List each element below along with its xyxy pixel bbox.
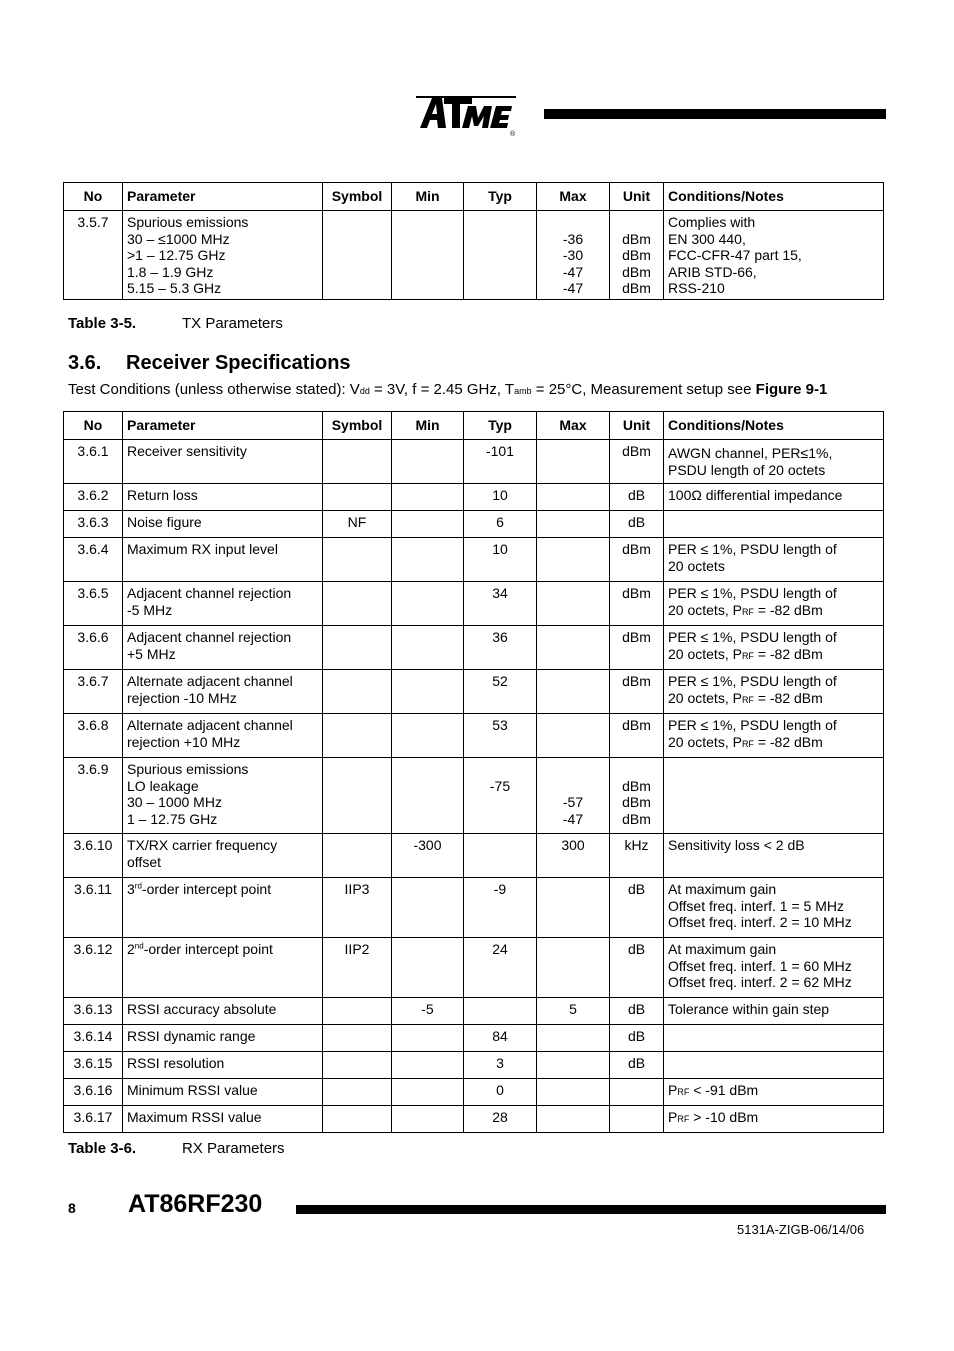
- cell-parameter: Return loss: [123, 484, 323, 511]
- cell-unit: dBm: [610, 582, 664, 626]
- caption-label: Table 3-5.: [68, 315, 137, 332]
- page-number: 8: [68, 1200, 76, 1216]
- line: Offset freq. interf. 2 = 62 MHz: [668, 974, 852, 990]
- cell-unit: dB: [610, 1052, 664, 1079]
- document-reference: 5131A-ZIGB-06/14/06: [737, 1222, 865, 1237]
- cell-symbol: [323, 758, 392, 834]
- line: ARIB STD-66,: [668, 263, 757, 280]
- cell-symbol: [323, 670, 392, 714]
- table-row: [64, 1025, 884, 1052]
- cell-parameter: [123, 938, 323, 998]
- subscript: RF: [677, 1114, 690, 1124]
- line: -30: [562, 247, 584, 263]
- text: Test Conditions (unless otherwise stated): V: [68, 381, 360, 398]
- line: 1 – 12.75 GHz: [127, 810, 218, 827]
- cell-min: [392, 1079, 464, 1106]
- table-row: [64, 758, 884, 834]
- table-row: [64, 626, 884, 670]
- cell-conditions: [664, 211, 884, 300]
- cell-typ: 34: [464, 582, 537, 626]
- section-heading: [68, 352, 351, 375]
- line: >1 – 12.75 GHz: [127, 247, 226, 263]
- cell-conditions: Tolerance within gain step: [664, 998, 884, 1025]
- cell-parameter: RSSI resolution: [123, 1052, 323, 1079]
- cell-conditions: [664, 1079, 884, 1106]
- line: Spurious emissions: [127, 214, 249, 230]
- cell-unit: kHz: [610, 834, 664, 878]
- line: PSDU length of 20 octets: [668, 461, 826, 478]
- cell-unit: dB: [610, 938, 664, 998]
- cell-symbol: [323, 211, 392, 300]
- cell-typ: [464, 834, 537, 878]
- subscript: RF: [741, 694, 754, 705]
- cell-typ: [464, 211, 537, 300]
- cell-unit: [610, 1079, 664, 1106]
- cell-symbol: [323, 1052, 392, 1079]
- cell-conditions: [664, 1052, 884, 1079]
- cell-typ: 53: [464, 714, 537, 758]
- cell-min: -5: [392, 998, 464, 1025]
- col-header: Parameter: [123, 183, 323, 211]
- line: rejection +10 MHz: [127, 733, 241, 750]
- cell-min: [392, 582, 464, 626]
- table-row: [64, 1052, 884, 1079]
- line: dBm: [622, 263, 651, 280]
- table-row: [64, 938, 884, 998]
- line: Adjacent channel rejection: [127, 585, 292, 601]
- cell-typ: 0: [464, 1079, 537, 1106]
- table-header-row: [64, 183, 884, 211]
- cell-typ: 84: [464, 1025, 537, 1052]
- cell-symbol: [323, 998, 392, 1025]
- cell-conditions: [664, 626, 884, 670]
- cell-unit: [610, 758, 664, 834]
- caption-label: Table 3-6.: [68, 1140, 137, 1157]
- subscript: amb: [514, 386, 532, 396]
- col-header: No: [64, 412, 123, 440]
- cell-conditions: [664, 1106, 884, 1133]
- cell-max: [537, 878, 610, 938]
- cell-conditions: [664, 1025, 884, 1052]
- text: = -82 dBm: [753, 601, 823, 618]
- line: AWGN channel, PER≤1%,: [668, 445, 833, 461]
- line: PER ≤ 1%, PSDU length of: [668, 717, 837, 733]
- text: -order intercept point: [141, 881, 272, 897]
- cell-parameter: Noise figure: [123, 511, 323, 538]
- table-row: [64, 538, 884, 582]
- cell-no: 3.6.9: [64, 758, 123, 834]
- col-header: Unit: [610, 412, 664, 440]
- col-header: Max: [537, 412, 610, 440]
- cell-no: 3.6.1: [64, 440, 123, 484]
- cell-symbol: IIP2: [323, 938, 392, 998]
- cell-conditions: [664, 938, 884, 998]
- cell-conditions: [664, 758, 884, 834]
- cell-no: 3.6.4: [64, 538, 123, 582]
- cell-conditions: [664, 670, 884, 714]
- line: dBm: [622, 810, 651, 827]
- line: [668, 690, 879, 709]
- cell-no: 3.6.8: [64, 714, 123, 758]
- cell-parameter: Maximum RSSI value: [123, 1106, 323, 1133]
- cell-max: [537, 511, 610, 538]
- col-header: Typ: [464, 183, 537, 211]
- cell-unit: dBm: [610, 714, 664, 758]
- cell-parameter: [123, 582, 323, 626]
- cell-max: [537, 626, 610, 670]
- cell-typ: 3: [464, 1052, 537, 1079]
- cell-conditions: [664, 714, 884, 758]
- registered-mark: ®: [510, 131, 516, 138]
- cell-min: [392, 1052, 464, 1079]
- cell-max: [537, 484, 610, 511]
- cell-typ: 10: [464, 538, 537, 582]
- col-header: Symbol: [323, 183, 392, 211]
- line: [668, 602, 879, 621]
- line: FCC-CFR-47 part 15,: [668, 247, 802, 263]
- text: = -82 dBm: [753, 645, 823, 662]
- cell-no: 3.6.7: [64, 670, 123, 714]
- line: dBm: [622, 280, 651, 296]
- cell-symbol: [323, 626, 392, 670]
- cell-conditions: [664, 878, 884, 938]
- line: At maximum gain: [668, 941, 777, 957]
- col-header: Conditions/Notes: [664, 183, 884, 211]
- cell-no: 3.6.10: [64, 834, 123, 878]
- cell-min: [392, 938, 464, 998]
- cell-min: [392, 878, 464, 938]
- table-row: [64, 582, 884, 626]
- cell-max: [537, 758, 610, 834]
- text: = 3V, f = 2.45 GHz, T: [369, 381, 515, 398]
- line: [668, 734, 879, 753]
- cell-parameter: Receiver sensitivity: [123, 440, 323, 484]
- header-rule: [544, 109, 886, 119]
- cell-min: [392, 440, 464, 484]
- table-caption-tx: [68, 315, 283, 332]
- line: 20 octets: [668, 557, 725, 574]
- line: PER ≤ 1%, PSDU length of: [668, 673, 837, 689]
- cell-no: 3.6.11: [64, 878, 123, 938]
- cell-conditions: [664, 440, 884, 484]
- line: dBm: [622, 230, 651, 247]
- cell-min: [392, 1106, 464, 1133]
- cell-no: 3.5.7: [64, 211, 123, 300]
- text: > -10 dBm: [689, 1109, 759, 1125]
- cell-typ: 6: [464, 511, 537, 538]
- line: TX/RX carrier frequency: [127, 837, 278, 853]
- cell-max: 5: [537, 998, 610, 1025]
- line: 30 – ≤1000 MHz: [127, 230, 230, 247]
- line: 5.15 – 5.3 GHz: [127, 280, 222, 296]
- line: -47: [562, 810, 584, 827]
- line: PER ≤ 1%, PSDU length of: [668, 541, 837, 557]
- col-header: Symbol: [323, 412, 392, 440]
- line: RSS-210: [668, 280, 725, 296]
- cell-unit: dB: [610, 878, 664, 938]
- cell-min: [392, 538, 464, 582]
- cell-parameter: [123, 211, 323, 300]
- cell-conditions: Sensitivity loss < 2 dB: [664, 834, 884, 878]
- tx-parameters-table: [63, 182, 884, 300]
- col-header: Unit: [610, 183, 664, 211]
- cell-parameter: [123, 878, 323, 938]
- line: Offset freq. interf. 1 = 60 MHz: [668, 957, 852, 974]
- cell-min: -300: [392, 834, 464, 878]
- line: LO leakage: [127, 777, 199, 794]
- figure-reference[interactable]: Figure 9-1: [755, 381, 828, 398]
- document-title: AT86RF230: [128, 1190, 263, 1218]
- line: -47: [562, 263, 584, 280]
- section-number: 3.6.: [68, 352, 102, 374]
- table-row: [64, 670, 884, 714]
- cell-min: [392, 484, 464, 511]
- cell-parameter: RSSI accuracy absolute: [123, 998, 323, 1025]
- cell-min: [392, 511, 464, 538]
- line: Offset freq. interf. 1 = 5 MHz: [668, 897, 844, 914]
- cell-min: [392, 758, 464, 834]
- line: PER ≤ 1%, PSDU length of: [668, 629, 837, 645]
- cell-min: [392, 211, 464, 300]
- line: +5 MHz: [127, 645, 176, 662]
- line: dBm: [622, 247, 651, 263]
- table-row: [64, 511, 884, 538]
- cell-symbol: [323, 440, 392, 484]
- subscript: RF: [741, 738, 754, 749]
- line: Spurious emissions: [127, 761, 249, 777]
- cell-no: 3.6.12: [64, 938, 123, 998]
- cell-symbol: [323, 1025, 392, 1052]
- cell-parameter: [123, 626, 323, 670]
- cell-min: [392, 670, 464, 714]
- cell-no: 3.6.13: [64, 998, 123, 1025]
- cell-no: 3.6.17: [64, 1106, 123, 1133]
- line: -36: [562, 230, 584, 247]
- cell-unit: [610, 1106, 664, 1133]
- text: 20 octets, P: [668, 601, 742, 618]
- cell-no: 3.6.3: [64, 511, 123, 538]
- cell-max: [537, 538, 610, 582]
- footer-rule: [296, 1205, 886, 1214]
- cell-max: [537, 211, 610, 300]
- text: P: [668, 1109, 678, 1125]
- table-row: [64, 1106, 884, 1133]
- table-row: [64, 998, 884, 1025]
- cell-symbol: [323, 484, 392, 511]
- cell-no: 3.6.2: [64, 484, 123, 511]
- text: P: [668, 1082, 678, 1098]
- text: < -91 dBm: [689, 1082, 759, 1098]
- cell-no: 3.6.6: [64, 626, 123, 670]
- cell-unit: dBm: [610, 670, 664, 714]
- line: -5 MHz: [127, 601, 173, 618]
- text: 3: [127, 881, 135, 897]
- cell-max: [537, 1052, 610, 1079]
- line: At maximum gain: [668, 881, 777, 897]
- line: offset: [127, 853, 161, 870]
- rx-parameters-table: [63, 411, 884, 1133]
- table-row: [64, 878, 884, 938]
- text: = -82 dBm: [753, 689, 823, 706]
- cell-parameter: [123, 758, 323, 834]
- cell-typ: 36: [464, 626, 537, 670]
- cell-parameter: RSSI dynamic range: [123, 1025, 323, 1052]
- cell-max: [537, 440, 610, 484]
- subscript: RF: [741, 606, 754, 617]
- line: dBm: [622, 777, 651, 794]
- cell-typ: -101: [464, 440, 537, 484]
- cell-unit: dB: [610, 511, 664, 538]
- cell-unit: dBm: [610, 440, 664, 484]
- line: Alternate adjacent channel: [127, 673, 293, 689]
- cell-unit: dB: [610, 484, 664, 511]
- table-row: [64, 440, 884, 484]
- superscript: rd: [134, 881, 142, 891]
- cell-typ: [464, 998, 537, 1025]
- cell-max: [537, 1079, 610, 1106]
- text: 20 octets, P: [668, 689, 742, 706]
- superscript: nd: [134, 941, 144, 951]
- line: Offset freq. interf. 2 = 10 MHz: [668, 914, 852, 930]
- cell-min: [392, 714, 464, 758]
- cell-typ: -9: [464, 878, 537, 938]
- cell-max: 300: [537, 834, 610, 878]
- line: Adjacent channel rejection: [127, 629, 292, 645]
- cell-symbol: [323, 1079, 392, 1106]
- cell-typ: 10: [464, 484, 537, 511]
- cell-unit: dB: [610, 998, 664, 1025]
- col-header: Conditions/Notes: [664, 412, 884, 440]
- text: = 25°C, Measurement setup see: [531, 381, 756, 398]
- cell-unit: dB: [610, 1025, 664, 1052]
- table-caption-rx: [68, 1140, 285, 1157]
- cell-symbol: [323, 1106, 392, 1133]
- cell-max: [537, 714, 610, 758]
- line: -75: [489, 777, 511, 794]
- cell-no: 3.6.15: [64, 1052, 123, 1079]
- cell-symbol: NF: [323, 511, 392, 538]
- col-header: Min: [392, 412, 464, 440]
- cell-conditions: [664, 511, 884, 538]
- cell-no: 3.6.5: [64, 582, 123, 626]
- cell-unit: dBm: [610, 538, 664, 582]
- text: -order intercept point: [143, 941, 273, 957]
- subscript: RF: [741, 650, 754, 661]
- cell-symbol: [323, 582, 392, 626]
- table-row: [64, 484, 884, 511]
- cell-typ: 24: [464, 938, 537, 998]
- cell-conditions: [664, 582, 884, 626]
- line: rejection -10 MHz: [127, 689, 237, 706]
- section-title: Receiver Specifications: [126, 352, 351, 374]
- cell-min: [392, 1025, 464, 1052]
- test-conditions: [68, 381, 827, 398]
- subscript: RF: [677, 1087, 690, 1097]
- line: dBm: [622, 794, 651, 810]
- text: 20 octets, P: [668, 733, 742, 750]
- cell-unit: dBm: [610, 626, 664, 670]
- cell-no: 3.6.16: [64, 1079, 123, 1106]
- subscript: dd: [359, 386, 370, 396]
- text: 2: [127, 941, 135, 957]
- caption-text: TX Parameters: [182, 315, 283, 332]
- table-header-row: [64, 412, 884, 440]
- cell-typ: 28: [464, 1106, 537, 1133]
- cell-max: [537, 582, 610, 626]
- cell-symbol: [323, 834, 392, 878]
- cell-max: [537, 1025, 610, 1052]
- atmel-logo: [416, 88, 520, 140]
- table-row: [64, 714, 884, 758]
- table-row: [64, 211, 884, 300]
- line: 1.8 – 1.9 GHz: [127, 263, 214, 280]
- line: [668, 646, 879, 665]
- cell-conditions: [664, 538, 884, 582]
- line: 30 – 1000 MHz: [127, 794, 222, 810]
- line: PER ≤ 1%, PSDU length of: [668, 585, 837, 601]
- cell-no: 3.6.14: [64, 1025, 123, 1052]
- cell-parameter: [123, 670, 323, 714]
- line: -47: [562, 280, 584, 296]
- cell-parameter: Maximum RX input level: [123, 538, 323, 582]
- cell-parameter: Minimum RSSI value: [123, 1079, 323, 1106]
- caption-text: RX Parameters: [182, 1140, 285, 1157]
- table-row: [64, 1079, 884, 1106]
- col-header: Parameter: [123, 412, 323, 440]
- cell-typ: 52: [464, 670, 537, 714]
- cell-symbol: [323, 538, 392, 582]
- cell-unit: [610, 211, 664, 300]
- line: -57: [562, 794, 584, 810]
- table-row: [64, 834, 884, 878]
- cell-max: [537, 1106, 610, 1133]
- cell-symbol: IIP3: [323, 878, 392, 938]
- cell-max: [537, 938, 610, 998]
- col-header: No: [64, 183, 123, 211]
- line: EN 300 440,: [668, 230, 746, 247]
- cell-min: [392, 626, 464, 670]
- text: 20 octets, P: [668, 645, 742, 662]
- cell-symbol: [323, 714, 392, 758]
- col-header: Min: [392, 183, 464, 211]
- cell-conditions: 100Ω differential impedance: [664, 484, 884, 511]
- col-header: Max: [537, 183, 610, 211]
- col-header: Typ: [464, 412, 537, 440]
- cell-parameter: [123, 714, 323, 758]
- cell-typ: [464, 758, 537, 834]
- cell-parameter: [123, 834, 323, 878]
- text: = -82 dBm: [753, 733, 823, 750]
- line: Complies with: [668, 214, 756, 230]
- line: Alternate adjacent channel: [127, 717, 293, 733]
- cell-max: [537, 670, 610, 714]
